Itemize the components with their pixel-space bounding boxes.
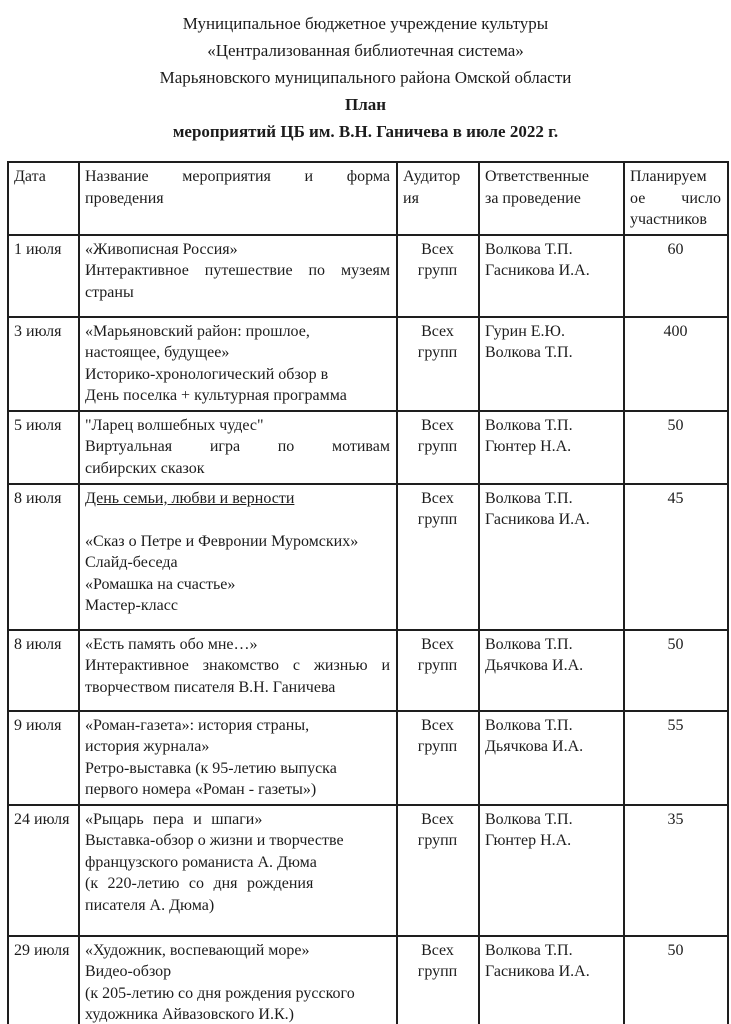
cell-responsible [479,317,624,411]
text-line: «Живописная Россия» [85,240,238,258]
text-line: групп [417,963,458,980]
text-line: писателя А. Дюма) [85,896,215,914]
cell-date: 24 июля [8,805,79,936]
cell-audience [397,711,479,805]
text-line: Всех [421,416,454,434]
cell-audience [397,630,479,711]
text-line: Видео-обзор [85,963,172,980]
text-line: Волкова Т.П. [485,240,573,258]
col-header-event [79,162,397,235]
cell-responsible [479,630,624,711]
text-line: Всех [421,489,454,507]
cell-planned-count: 55 [624,711,728,805]
events-table [7,161,729,1024]
table-row [8,411,728,484]
text-line: ия [403,189,419,207]
cell-date: 29 июля [8,936,79,1024]
text-line: Интерактивное путешествие по музеям [85,262,390,279]
text-line: Гурин Е.Ю. [485,322,565,340]
cell-responsible [479,711,624,805]
cell-event [79,317,397,411]
text-line: (к 205-летию со дня рождения русского [85,984,355,1002]
text-line: «Роман-газета»: история страны, [85,716,310,734]
text-line: групп [417,832,458,849]
cell-responsible [479,484,624,630]
org-district-line: Марьяновского муниципального района Омской области [159,68,572,87]
table-row [8,317,728,411]
cell-date: 8 июля [8,484,79,630]
text-line: «Художник, воспевающий море» [85,941,310,959]
table-row [8,936,728,1024]
table-header-row [8,162,728,235]
cell-planned-count: 50 [624,411,728,484]
plan-title: План [344,95,387,114]
text-line: ое число [630,189,721,207]
text-line: Гюнтер Н.А. [485,438,572,455]
text-line: День поселка + культурная программа [85,387,347,404]
col-header-audience [397,162,479,235]
text-line: Волкова Т.П. [485,716,573,734]
text-line: Дьячкова И.А. [485,657,584,674]
text-line: "Ларец волшебных чудес" [85,416,264,434]
text-line: художника Айвазовского И.К.) [85,1006,294,1023]
cell-audience [397,235,479,317]
cell-responsible [479,411,624,484]
text-line: Ретро-выставка (к 95-летию выпуска [85,759,337,777]
cell-date: 5 июля [8,411,79,484]
text-line: групп [417,262,458,279]
text-line: проведения [85,189,164,207]
text-line: Выставка-обзор о жизни и творчестве [85,832,344,849]
text-line: Историко-хронологический обзор в [85,365,329,383]
table-header [8,162,728,235]
text-line: Всех [421,941,454,959]
text-line: Дьячкова И.А. [485,738,584,755]
cell-responsible [479,936,624,1024]
cell-date: 1 июля [8,235,79,317]
text-line: французского романиста А. Дюма [85,853,317,871]
text-line: «Сказ о Петре и Февронии Муромских» [85,532,359,550]
text-line: за проведение [485,189,581,207]
table-body [8,235,728,1024]
text-line: Волкова Т.П. [485,416,573,434]
table-row [8,711,728,805]
org-system-line: «Централизованная библиотечная система» [207,41,524,60]
cell-planned-count: 45 [624,484,728,630]
col-header-responsible [479,162,624,235]
text-line: День семьи, любви и верности [85,489,295,507]
text-line: творчеством писателя В.Н. Ганичева [85,678,336,696]
cell-audience [397,317,479,411]
text-line: Всех [421,240,454,258]
text-line: Ответственные [485,168,589,185]
cell-event [79,630,397,711]
text-line: Слайд-беседа [85,554,178,571]
cell-audience [397,484,479,630]
text-line: Всех [421,810,454,828]
text-line: настоящее, будущее» [85,344,230,361]
text-line: Волкова Т.П. [485,810,573,828]
text-line: страны [85,283,134,301]
text-line: «Рыцарь пера и шпаги» [85,810,263,828]
text-line: участников [630,211,707,228]
text-line: Волкова Т.П. [485,635,573,653]
cell-event [79,805,397,936]
cell-event [79,411,397,484]
text-line: история журнала» [85,738,210,755]
text-line: групп [417,738,458,755]
text-line: «Марьяновский район: прошлое, [85,322,310,340]
text-line: Всех [421,716,454,734]
cell-event [79,936,397,1024]
text-line: Гасникова И.А. [485,963,590,980]
cell-planned-count: 50 [624,936,728,1024]
text-line: Мастер-класс [85,597,178,614]
text-line: Всех [421,322,454,340]
cell-audience [397,805,479,936]
cell-planned-count: 50 [624,630,728,711]
cell-date: 9 июля [8,711,79,805]
document-header [0,0,731,145]
cell-date: 8 июля [8,630,79,711]
text-line: Гасникова И.А. [485,262,590,279]
text-line: «Есть память обо мне…» [85,635,258,653]
col-header-count [624,162,728,235]
text-line: Название мероприятия и форма [85,168,390,185]
cell-audience [397,936,479,1024]
text-line: групп [417,438,458,455]
text-line [85,509,390,531]
text-line: Всех [421,635,454,653]
col-header-date [8,162,79,235]
table-row [8,805,728,936]
cell-audience [397,411,479,484]
text-line: групп [417,511,458,528]
text-line: Гасникова И.А. [485,511,590,528]
org-name-line: Муниципальное бюджетное учреждение культуры [182,14,549,33]
text-line: групп [417,344,458,361]
text-line: «Ромашка на счастье» [85,575,236,593]
text-line: первого номера «Роман - газеты») [85,781,317,798]
text-line: Волкова Т.П. [485,941,573,959]
table-row [8,630,728,711]
table-row [8,484,728,630]
cell-responsible [479,235,624,317]
cell-responsible [479,805,624,936]
cell-event [79,484,397,630]
text-line: Волкова Т.П. [485,489,573,507]
cell-event [79,711,397,805]
text-line: Аудитор [403,168,461,185]
plan-subtitle: мероприятий ЦБ им. В.Н. Ганичева в июле 2022 г. [172,122,559,141]
text-line: Гюнтер Н.А. [485,832,572,849]
text-line: Интерактивное знакомство с жизнью и [85,657,390,674]
text-line: групп [417,657,458,674]
cell-planned-count: 35 [624,805,728,936]
text-line: Волкова Т.П. [485,344,573,361]
text-line: Планируем [630,168,707,185]
text-line: Виртуальная игра по мотивам [85,438,390,455]
text-line: (к 220-летию со дня рождения [85,875,314,892]
cell-planned-count: 400 [624,317,728,411]
text-line: сибирских сказок [85,459,205,477]
cell-event [79,235,397,317]
cell-date: 3 июля [8,317,79,411]
text-line: Дата [14,168,46,185]
table-row [8,235,728,317]
cell-planned-count: 60 [624,235,728,317]
